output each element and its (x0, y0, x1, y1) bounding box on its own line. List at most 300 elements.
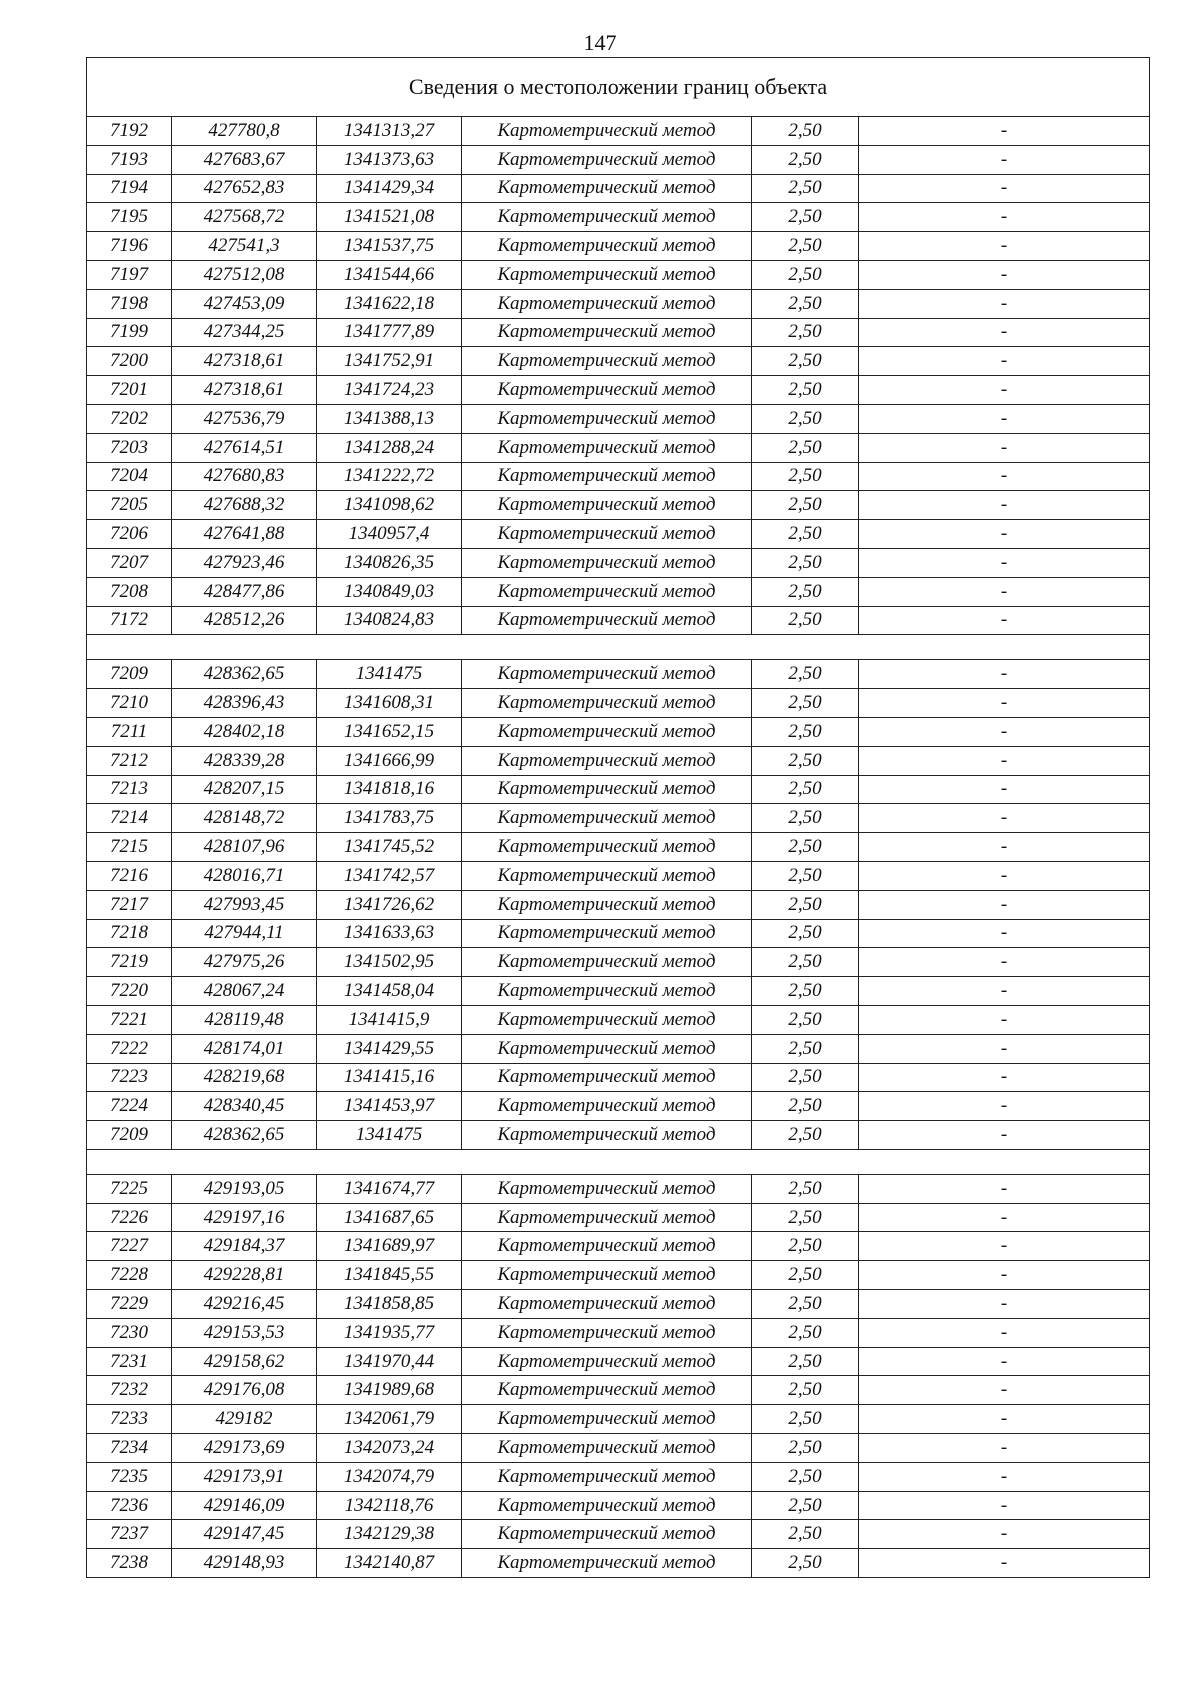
method-cell: Картометрический метод (462, 520, 752, 549)
table-row (87, 717, 1150, 746)
x-coordinate-cell: 429216,45 (172, 1290, 317, 1319)
x-coordinate-cell: 429193,05 (172, 1174, 317, 1203)
y-coordinate-cell: 1340824,83 (317, 606, 462, 635)
y-coordinate-cell: 1341521,08 (317, 203, 462, 232)
precision-cell: 2,50 (752, 1290, 859, 1319)
point-number-cell: 7216 (87, 861, 172, 890)
point-number-cell: 7209 (87, 1121, 172, 1150)
precision-cell: 2,50 (752, 260, 859, 289)
description-cell: - (859, 174, 1150, 203)
table-row (87, 948, 1150, 977)
x-coordinate-cell: 427568,72 (172, 203, 317, 232)
group-separator-cell (87, 1149, 1150, 1174)
point-number-cell: 7218 (87, 919, 172, 948)
point-number-cell: 7230 (87, 1318, 172, 1347)
method-cell: Картометрический метод (462, 977, 752, 1006)
y-coordinate-cell: 1341429,55 (317, 1034, 462, 1063)
description-cell: - (859, 1174, 1150, 1203)
method-cell: Картометрический метод (462, 717, 752, 746)
point-number-cell: 7224 (87, 1092, 172, 1121)
y-coordinate-cell: 1341687,65 (317, 1203, 462, 1232)
table-row (87, 174, 1150, 203)
y-coordinate-cell: 1342118,76 (317, 1491, 462, 1520)
y-coordinate-cell: 1340849,03 (317, 577, 462, 606)
method-cell: Картометрический метод (462, 232, 752, 261)
y-coordinate-cell: 1341288,24 (317, 433, 462, 462)
y-coordinate-cell: 1341373,63 (317, 145, 462, 174)
x-coordinate-cell: 428219,68 (172, 1063, 317, 1092)
method-cell: Картометрический метод (462, 404, 752, 433)
y-coordinate-cell: 1341622,18 (317, 289, 462, 318)
table-row (87, 433, 1150, 462)
description-cell: - (859, 746, 1150, 775)
description-cell: - (859, 376, 1150, 405)
method-cell: Картометрический метод (462, 775, 752, 804)
group-separator-row (87, 1149, 1150, 1174)
method-cell: Картометрический метод (462, 1318, 752, 1347)
y-coordinate-cell: 1342129,38 (317, 1520, 462, 1549)
description-cell: - (859, 1491, 1150, 1520)
y-coordinate-cell: 1341742,57 (317, 861, 462, 890)
method-cell: Картометрический метод (462, 746, 752, 775)
description-cell: - (859, 260, 1150, 289)
table-row (87, 376, 1150, 405)
description-cell: - (859, 462, 1150, 491)
y-coordinate-cell: 1341858,85 (317, 1290, 462, 1319)
x-coordinate-cell: 429148,93 (172, 1549, 317, 1578)
x-coordinate-cell: 427344,25 (172, 318, 317, 347)
description-cell: - (859, 833, 1150, 862)
description-cell: - (859, 117, 1150, 146)
precision-cell: 2,50 (752, 491, 859, 520)
table-row (87, 404, 1150, 433)
description-cell: - (859, 890, 1150, 919)
method-cell: Картометрический метод (462, 260, 752, 289)
method-cell: Картометрический метод (462, 1174, 752, 1203)
method-cell: Картометрический метод (462, 1491, 752, 1520)
point-number-cell: 7235 (87, 1462, 172, 1491)
table-row (87, 890, 1150, 919)
y-coordinate-cell: 1341818,16 (317, 775, 462, 804)
precision-cell: 2,50 (752, 1034, 859, 1063)
description-cell: - (859, 919, 1150, 948)
y-coordinate-cell: 1341453,97 (317, 1092, 462, 1121)
table-row (87, 548, 1150, 577)
method-cell: Картометрический метод (462, 804, 752, 833)
point-number-cell: 7214 (87, 804, 172, 833)
precision-cell: 2,50 (752, 376, 859, 405)
precision-cell: 2,50 (752, 1005, 859, 1034)
method-cell: Картометрический метод (462, 1034, 752, 1063)
x-coordinate-cell: 428148,72 (172, 804, 317, 833)
y-coordinate-cell: 1341970,44 (317, 1347, 462, 1376)
y-coordinate-cell: 1341674,77 (317, 1174, 462, 1203)
method-cell: Картометрический метод (462, 1203, 752, 1232)
description-cell: - (859, 689, 1150, 718)
precision-cell: 2,50 (752, 1491, 859, 1520)
y-coordinate-cell: 1341458,04 (317, 977, 462, 1006)
x-coordinate-cell: 427318,61 (172, 376, 317, 405)
description-cell: - (859, 1005, 1150, 1034)
table-row (87, 520, 1150, 549)
method-cell: Картометрический метод (462, 1092, 752, 1121)
precision-cell: 2,50 (752, 232, 859, 261)
x-coordinate-cell: 428107,96 (172, 833, 317, 862)
method-cell: Картометрический метод (462, 462, 752, 491)
description-cell: - (859, 1520, 1150, 1549)
precision-cell: 2,50 (752, 1261, 859, 1290)
table-row (87, 1434, 1150, 1463)
precision-cell: 2,50 (752, 1063, 859, 1092)
point-number-cell: 7206 (87, 520, 172, 549)
method-cell: Картометрический метод (462, 1434, 752, 1463)
method-cell: Картометрический метод (462, 861, 752, 890)
y-coordinate-cell: 1341989,68 (317, 1376, 462, 1405)
method-cell: Картометрический метод (462, 1005, 752, 1034)
description-cell: - (859, 660, 1150, 689)
precision-cell: 2,50 (752, 433, 859, 462)
x-coordinate-cell: 427683,67 (172, 145, 317, 174)
point-number-cell: 7215 (87, 833, 172, 862)
y-coordinate-cell: 1341388,13 (317, 404, 462, 433)
precision-cell: 2,50 (752, 1549, 859, 1578)
y-coordinate-cell: 1341475 (317, 660, 462, 689)
y-coordinate-cell: 1341313,27 (317, 117, 462, 146)
table-row (87, 1520, 1150, 1549)
precision-cell: 2,50 (752, 577, 859, 606)
description-cell: - (859, 1376, 1150, 1405)
description-cell: - (859, 1261, 1150, 1290)
precision-cell: 2,50 (752, 347, 859, 376)
x-coordinate-cell: 427680,83 (172, 462, 317, 491)
table-row (87, 1063, 1150, 1092)
method-cell: Картометрический метод (462, 117, 752, 146)
y-coordinate-cell: 1341689,97 (317, 1232, 462, 1261)
description-cell: - (859, 948, 1150, 977)
y-coordinate-cell: 1340957,4 (317, 520, 462, 549)
table-row (87, 861, 1150, 890)
x-coordinate-cell: 427512,08 (172, 260, 317, 289)
table-row (87, 1318, 1150, 1347)
x-coordinate-cell: 428396,43 (172, 689, 317, 718)
method-cell: Картометрический метод (462, 1261, 752, 1290)
description-cell: - (859, 1405, 1150, 1434)
x-coordinate-cell: 427541,3 (172, 232, 317, 261)
point-number-cell: 7211 (87, 717, 172, 746)
method-cell: Картометрический метод (462, 660, 752, 689)
method-cell: Картометрический метод (462, 1121, 752, 1150)
description-cell: - (859, 1034, 1150, 1063)
x-coordinate-cell: 427688,32 (172, 491, 317, 520)
precision-cell: 2,50 (752, 689, 859, 718)
x-coordinate-cell: 427318,61 (172, 347, 317, 376)
y-coordinate-cell: 1342140,87 (317, 1549, 462, 1578)
x-coordinate-cell: 429182 (172, 1405, 317, 1434)
description-cell: - (859, 1203, 1150, 1232)
point-number-cell: 7172 (87, 606, 172, 635)
y-coordinate-cell: 1341415,9 (317, 1005, 462, 1034)
point-number-cell: 7208 (87, 577, 172, 606)
method-cell: Картометрический метод (462, 948, 752, 977)
point-number-cell: 7220 (87, 977, 172, 1006)
description-cell: - (859, 1063, 1150, 1092)
precision-cell: 2,50 (752, 318, 859, 347)
y-coordinate-cell: 1341608,31 (317, 689, 462, 718)
point-number-cell: 7207 (87, 548, 172, 577)
y-coordinate-cell: 1341502,95 (317, 948, 462, 977)
description-cell: - (859, 1347, 1150, 1376)
table-row (87, 1405, 1150, 1434)
description-cell: - (859, 203, 1150, 232)
precision-cell: 2,50 (752, 1347, 859, 1376)
x-coordinate-cell: 428174,01 (172, 1034, 317, 1063)
point-number-cell: 7198 (87, 289, 172, 318)
x-coordinate-cell: 429197,16 (172, 1203, 317, 1232)
x-coordinate-cell: 427453,09 (172, 289, 317, 318)
y-coordinate-cell: 1341098,62 (317, 491, 462, 520)
x-coordinate-cell: 427641,88 (172, 520, 317, 549)
x-coordinate-cell: 428119,48 (172, 1005, 317, 1034)
y-coordinate-cell: 1341724,23 (317, 376, 462, 405)
x-coordinate-cell: 427975,26 (172, 948, 317, 977)
y-coordinate-cell: 1342073,24 (317, 1434, 462, 1463)
y-coordinate-cell: 1341777,89 (317, 318, 462, 347)
point-number-cell: 7192 (87, 117, 172, 146)
precision-cell: 2,50 (752, 117, 859, 146)
table-row (87, 347, 1150, 376)
y-coordinate-cell: 1342074,79 (317, 1462, 462, 1491)
table-row (87, 1092, 1150, 1121)
table-row (87, 1462, 1150, 1491)
boundary-coordinates-table (86, 57, 1150, 1578)
x-coordinate-cell: 428067,24 (172, 977, 317, 1006)
table-row (87, 977, 1150, 1006)
y-coordinate-cell: 1341845,55 (317, 1261, 462, 1290)
precision-cell: 2,50 (752, 1092, 859, 1121)
point-number-cell: 7199 (87, 318, 172, 347)
table-row (87, 919, 1150, 948)
point-number-cell: 7217 (87, 890, 172, 919)
point-number-cell: 7209 (87, 660, 172, 689)
precision-cell: 2,50 (752, 890, 859, 919)
table-row (87, 689, 1150, 718)
method-cell: Картометрический метод (462, 318, 752, 347)
precision-cell: 2,50 (752, 404, 859, 433)
precision-cell: 2,50 (752, 203, 859, 232)
x-coordinate-cell: 428477,86 (172, 577, 317, 606)
x-coordinate-cell: 429228,81 (172, 1261, 317, 1290)
x-coordinate-cell: 429153,53 (172, 1318, 317, 1347)
description-cell: - (859, 145, 1150, 174)
table-row (87, 491, 1150, 520)
point-number-cell: 7226 (87, 1203, 172, 1232)
description-cell: - (859, 548, 1150, 577)
point-number-cell: 7210 (87, 689, 172, 718)
x-coordinate-cell: 429147,45 (172, 1520, 317, 1549)
point-number-cell: 7236 (87, 1491, 172, 1520)
method-cell: Картометрический метод (462, 1290, 752, 1319)
table-row (87, 1549, 1150, 1578)
table-row (87, 1034, 1150, 1063)
description-cell: - (859, 804, 1150, 833)
point-number-cell: 7237 (87, 1520, 172, 1549)
point-number-cell: 7193 (87, 145, 172, 174)
x-coordinate-cell: 428362,65 (172, 1121, 317, 1150)
description-cell: - (859, 1092, 1150, 1121)
method-cell: Картометрический метод (462, 1063, 752, 1092)
description-cell: - (859, 1290, 1150, 1319)
point-number-cell: 7204 (87, 462, 172, 491)
x-coordinate-cell: 429176,08 (172, 1376, 317, 1405)
method-cell: Картометрический метод (462, 1376, 752, 1405)
table-title: Сведения о местоположении границ объекта (87, 58, 1150, 117)
point-number-cell: 7232 (87, 1376, 172, 1405)
precision-cell: 2,50 (752, 174, 859, 203)
precision-cell: 2,50 (752, 775, 859, 804)
point-number-cell: 7225 (87, 1174, 172, 1203)
y-coordinate-cell: 1341475 (317, 1121, 462, 1150)
x-coordinate-cell: 428207,15 (172, 775, 317, 804)
description-cell: - (859, 232, 1150, 261)
method-cell: Картометрический метод (462, 1232, 752, 1261)
description-cell: - (859, 775, 1150, 804)
method-cell: Картометрический метод (462, 491, 752, 520)
table-row (87, 577, 1150, 606)
x-coordinate-cell: 429184,37 (172, 1232, 317, 1261)
description-cell: - (859, 577, 1150, 606)
point-number-cell: 7205 (87, 491, 172, 520)
x-coordinate-cell: 427944,11 (172, 919, 317, 948)
precision-cell: 2,50 (752, 1203, 859, 1232)
table-row (87, 145, 1150, 174)
table-title-row (87, 58, 1150, 117)
precision-cell: 2,50 (752, 462, 859, 491)
x-coordinate-cell: 429146,09 (172, 1491, 317, 1520)
precision-cell: 2,50 (752, 1376, 859, 1405)
table-row (87, 232, 1150, 261)
table-row (87, 117, 1150, 146)
x-coordinate-cell: 428016,71 (172, 861, 317, 890)
table-row (87, 833, 1150, 862)
y-coordinate-cell: 1342061,79 (317, 1405, 462, 1434)
description-cell: - (859, 606, 1150, 635)
point-number-cell: 7212 (87, 746, 172, 775)
x-coordinate-cell: 428402,18 (172, 717, 317, 746)
point-number-cell: 7195 (87, 203, 172, 232)
x-coordinate-cell: 428512,26 (172, 606, 317, 635)
point-number-cell: 7221 (87, 1005, 172, 1034)
x-coordinate-cell: 427780,8 (172, 117, 317, 146)
point-number-cell: 7200 (87, 347, 172, 376)
method-cell: Картометрический метод (462, 577, 752, 606)
x-coordinate-cell: 427652,83 (172, 174, 317, 203)
point-number-cell: 7197 (87, 260, 172, 289)
table-row (87, 1232, 1150, 1261)
point-number-cell: 7201 (87, 376, 172, 405)
y-coordinate-cell: 1341633,63 (317, 919, 462, 948)
point-number-cell: 7234 (87, 1434, 172, 1463)
description-cell: - (859, 717, 1150, 746)
description-cell: - (859, 1121, 1150, 1150)
y-coordinate-cell: 1341726,62 (317, 890, 462, 919)
precision-cell: 2,50 (752, 1405, 859, 1434)
group-separator-cell (87, 635, 1150, 660)
precision-cell: 2,50 (752, 1318, 859, 1347)
x-coordinate-cell: 428339,28 (172, 746, 317, 775)
point-number-cell: 7227 (87, 1232, 172, 1261)
precision-cell: 2,50 (752, 1174, 859, 1203)
table-row (87, 804, 1150, 833)
point-number-cell: 7238 (87, 1549, 172, 1578)
point-number-cell: 7202 (87, 404, 172, 433)
y-coordinate-cell: 1341666,99 (317, 746, 462, 775)
y-coordinate-cell: 1340826,35 (317, 548, 462, 577)
description-cell: - (859, 861, 1150, 890)
y-coordinate-cell: 1341429,34 (317, 174, 462, 203)
y-coordinate-cell: 1341652,15 (317, 717, 462, 746)
description-cell: - (859, 1434, 1150, 1463)
method-cell: Картометрический метод (462, 606, 752, 635)
table-row (87, 260, 1150, 289)
x-coordinate-cell: 427923,46 (172, 548, 317, 577)
x-coordinate-cell: 429173,69 (172, 1434, 317, 1463)
point-number-cell: 7231 (87, 1347, 172, 1376)
method-cell: Картометрический метод (462, 1405, 752, 1434)
table-row (87, 1174, 1150, 1203)
x-coordinate-cell: 427614,51 (172, 433, 317, 462)
point-number-cell: 7194 (87, 174, 172, 203)
method-cell: Картометрический метод (462, 376, 752, 405)
table-row (87, 1491, 1150, 1520)
description-cell: - (859, 318, 1150, 347)
group-separator-row (87, 635, 1150, 660)
table-row (87, 1005, 1150, 1034)
point-number-cell: 7229 (87, 1290, 172, 1319)
method-cell: Картометрический метод (462, 347, 752, 376)
method-cell: Картометрический метод (462, 1462, 752, 1491)
method-cell: Картометрический метод (462, 548, 752, 577)
point-number-cell: 7228 (87, 1261, 172, 1290)
description-cell: - (859, 977, 1150, 1006)
description-cell: - (859, 1318, 1150, 1347)
method-cell: Картометрический метод (462, 1549, 752, 1578)
point-number-cell: 7196 (87, 232, 172, 261)
method-cell: Картометрический метод (462, 1347, 752, 1376)
y-coordinate-cell: 1341783,75 (317, 804, 462, 833)
x-coordinate-cell: 427536,79 (172, 404, 317, 433)
precision-cell: 2,50 (752, 660, 859, 689)
table-row (87, 318, 1150, 347)
x-coordinate-cell: 428362,65 (172, 660, 317, 689)
description-cell: - (859, 404, 1150, 433)
precision-cell: 2,50 (752, 520, 859, 549)
table-row (87, 660, 1150, 689)
description-cell: - (859, 1549, 1150, 1578)
precision-cell: 2,50 (752, 1462, 859, 1491)
point-number-cell: 7233 (87, 1405, 172, 1434)
table-row (87, 746, 1150, 775)
description-cell: - (859, 347, 1150, 376)
method-cell: Картометрический метод (462, 833, 752, 862)
precision-cell: 2,50 (752, 548, 859, 577)
table-row (87, 1347, 1150, 1376)
precision-cell: 2,50 (752, 289, 859, 318)
method-cell: Картометрический метод (462, 145, 752, 174)
method-cell: Картометрический метод (462, 1520, 752, 1549)
description-cell: - (859, 289, 1150, 318)
y-coordinate-cell: 1341752,91 (317, 347, 462, 376)
precision-cell: 2,50 (752, 948, 859, 977)
